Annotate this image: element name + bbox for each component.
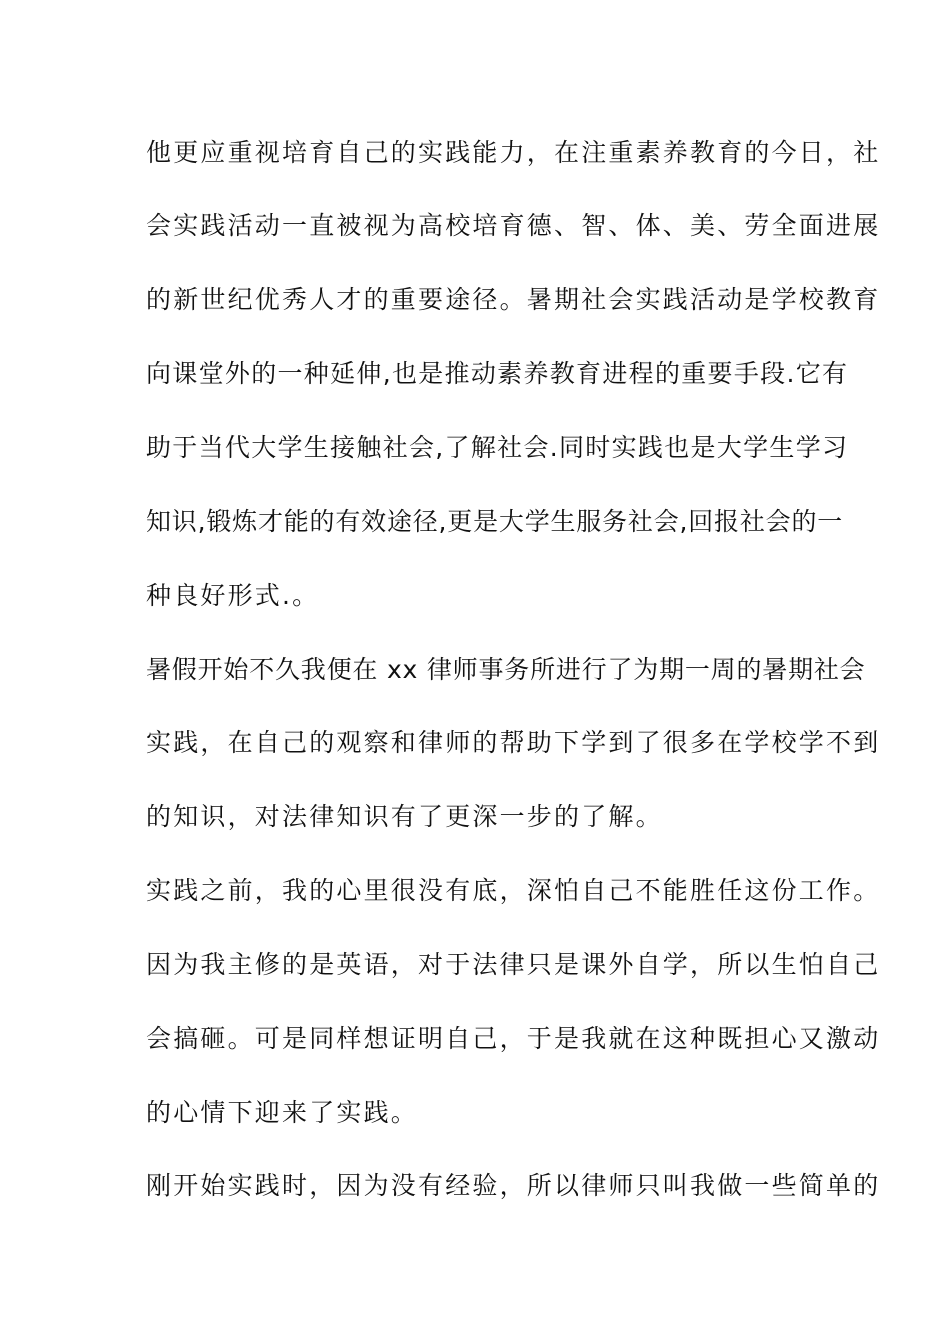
text-line: 实践，在自己的观察和律师的帮助下学到了很多在学校学不到 [146,728,881,757]
text-line: 的心情下迎来了实践。 [146,1098,419,1127]
text-line: 他更应重视培育自己的实践能力，在注重素养教育的今日，社 [146,138,881,167]
text-line: 会搞砸。可是同样想证明自己，于是我就在这种既担心又激动 [146,1024,881,1053]
text-line: 种良好形式.。 [146,581,320,610]
text-line: 因为我主修的是英语，对于法律只是课外自学，所以生怕自己 [146,950,881,979]
text-line: 助于当代大学生接触社会,了解社会.同时实践也是大学生学习 [146,433,849,462]
text-line: 暑假开始不久我便在 xx 律师事务所进行了为期一周的暑期社会 [146,655,866,684]
text-line: 刚开始实践时，因为没有经验，所以律师只叫我做一些简单的 [146,1171,881,1200]
text-line: 向课堂外的一种延伸,也是推动素养教育进程的重要手段.它有 [146,359,849,388]
text-line: 实践之前，我的心里很没有底，深怕自己不能胜任这份工作。 [146,876,881,905]
text-line: 会实践活动一直被视为高校培育德、智、体、美、劳全面进展 [146,211,881,240]
text-line: 的新世纪优秀人才的重要途径。暑期社会实践活动是学校教育 [146,285,881,314]
text-line: 的知识，对法律知识有了更深一步的了解。 [146,802,663,831]
text-line: 知识,锻炼才能的有效途径,更是大学生服务社会,回报社会的一 [146,507,844,536]
